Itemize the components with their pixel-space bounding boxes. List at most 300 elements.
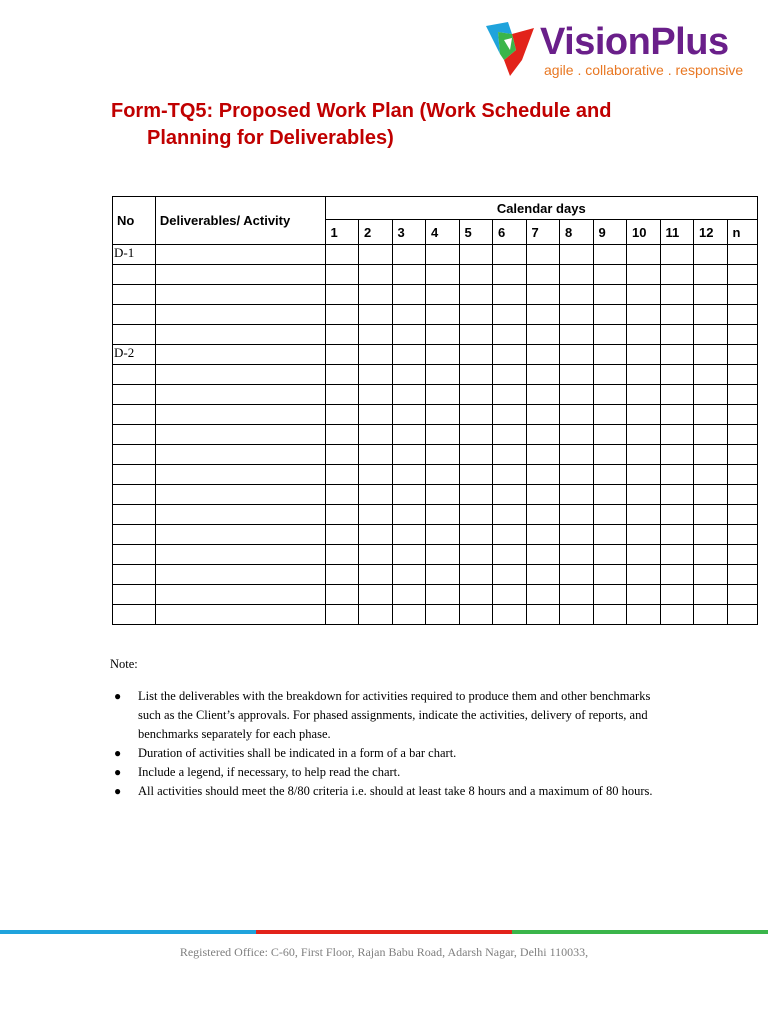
day-cell	[359, 465, 393, 485]
day-cell	[660, 525, 694, 545]
day-cell	[392, 245, 426, 265]
day-cell	[459, 605, 493, 625]
day-cell	[560, 605, 594, 625]
day-cell	[459, 425, 493, 445]
day-cell	[392, 465, 426, 485]
day-header-cell: 9	[593, 220, 627, 245]
table-row	[113, 545, 758, 565]
footer-bar-green	[512, 930, 768, 934]
day-cell	[694, 265, 728, 285]
day-cell	[426, 565, 460, 585]
table-row	[113, 485, 758, 505]
day-cell	[493, 385, 527, 405]
day-cell	[325, 285, 359, 305]
day-cell	[459, 585, 493, 605]
day-cell	[359, 345, 393, 365]
day-cell	[694, 525, 728, 545]
day-cell	[325, 445, 359, 465]
day-cell	[426, 245, 460, 265]
day-cell	[392, 405, 426, 425]
day-cell	[593, 565, 627, 585]
day-cell	[426, 425, 460, 445]
day-cell	[392, 605, 426, 625]
day-cell	[660, 605, 694, 625]
day-cell	[694, 565, 728, 585]
deliverable-code-cell	[113, 485, 156, 505]
day-cell	[359, 245, 393, 265]
day-cell	[526, 565, 560, 585]
day-header-cell: 7	[526, 220, 560, 245]
day-cell	[593, 505, 627, 525]
day-cell	[426, 405, 460, 425]
day-cell	[493, 285, 527, 305]
day-cell	[627, 545, 661, 565]
bullet-icon: ●	[114, 784, 122, 798]
day-cell	[727, 525, 757, 545]
day-cell	[325, 345, 359, 365]
day-cell	[694, 325, 728, 345]
day-cell	[694, 305, 728, 325]
day-cell	[560, 585, 594, 605]
day-cell	[459, 405, 493, 425]
day-cell	[694, 345, 728, 365]
day-cell	[727, 465, 757, 485]
table-row	[113, 585, 758, 605]
day-cell	[459, 525, 493, 545]
day-cell	[727, 245, 757, 265]
day-cell	[526, 425, 560, 445]
activity-cell	[155, 385, 325, 405]
day-cell	[426, 505, 460, 525]
day-cell	[392, 485, 426, 505]
day-cell	[660, 385, 694, 405]
day-cell	[560, 505, 594, 525]
day-cell	[627, 505, 661, 525]
day-cell	[694, 485, 728, 505]
day-cell	[392, 265, 426, 285]
notes-list	[110, 687, 670, 801]
day-cell	[325, 305, 359, 325]
day-cell	[325, 265, 359, 285]
day-cell	[627, 585, 661, 605]
notes-label: Note:	[110, 657, 138, 671]
day-cell	[426, 265, 460, 285]
day-cell	[694, 505, 728, 525]
table-row	[113, 365, 758, 385]
day-cell	[627, 445, 661, 465]
day-cell	[526, 285, 560, 305]
day-cell	[660, 265, 694, 285]
table-row	[113, 345, 758, 365]
day-cell	[526, 505, 560, 525]
day-cell	[627, 405, 661, 425]
day-cell	[627, 385, 661, 405]
day-cell	[694, 385, 728, 405]
deliverable-code-cell	[113, 305, 156, 325]
day-cell	[459, 265, 493, 285]
day-cell	[593, 305, 627, 325]
day-cell	[593, 445, 627, 465]
day-cell	[560, 245, 594, 265]
day-cell	[392, 525, 426, 545]
day-cell	[493, 325, 527, 345]
activity-cell	[155, 545, 325, 565]
day-cell	[560, 385, 594, 405]
deliverable-code-cell	[113, 545, 156, 565]
deliverable-code-cell	[113, 385, 156, 405]
day-cell	[627, 605, 661, 625]
table-body	[113, 245, 758, 625]
note-item	[110, 763, 670, 782]
day-cell	[325, 245, 359, 265]
day-cell	[593, 365, 627, 385]
day-cell	[560, 365, 594, 385]
day-cell	[325, 405, 359, 425]
day-cell	[526, 445, 560, 465]
deliverable-code-cell	[113, 365, 156, 385]
day-cell	[560, 325, 594, 345]
day-cell	[459, 305, 493, 325]
day-cell	[392, 425, 426, 445]
day-header-cell: 2	[359, 220, 393, 245]
table-row	[113, 385, 758, 405]
day-cell	[426, 545, 460, 565]
day-header-cell: n	[727, 220, 757, 245]
day-cell	[660, 365, 694, 385]
day-cell	[727, 565, 757, 585]
day-cell	[526, 585, 560, 605]
day-cell	[493, 405, 527, 425]
day-cell	[493, 545, 527, 565]
day-cell	[694, 465, 728, 485]
day-cell	[727, 585, 757, 605]
day-cell	[560, 545, 594, 565]
day-cell	[560, 565, 594, 585]
day-cell	[526, 465, 560, 485]
deliverable-code-cell	[113, 405, 156, 425]
column-header-activity: Deliverables/ Activity	[155, 197, 325, 245]
form-title-line2: Planning for Deliverables)	[147, 127, 394, 149]
day-cell	[325, 385, 359, 405]
day-header-cell: 3	[392, 220, 426, 245]
work-plan-table	[112, 196, 758, 625]
day-cell	[359, 585, 393, 605]
day-cell	[526, 605, 560, 625]
day-cell	[392, 305, 426, 325]
form-title	[111, 98, 671, 152]
day-cell	[325, 485, 359, 505]
day-cell	[560, 345, 594, 365]
day-header-cell: 6	[493, 220, 527, 245]
day-cell	[660, 585, 694, 605]
day-cell	[727, 425, 757, 445]
day-cell	[359, 405, 393, 425]
day-cell	[593, 245, 627, 265]
deliverable-code-cell	[113, 605, 156, 625]
deliverable-code-cell: D-2	[113, 345, 156, 365]
day-cell	[627, 465, 661, 485]
day-cell	[459, 545, 493, 565]
day-header-cell: 10	[627, 220, 661, 245]
note-item	[110, 687, 670, 744]
day-cell	[392, 285, 426, 305]
day-cell	[359, 305, 393, 325]
registered-office-address: Registered Office: C-60, First Floor, Rajan Babu Road, Adarsh Nagar, Delhi 110033,	[179, 945, 589, 959]
day-cell	[426, 465, 460, 485]
day-cell	[426, 285, 460, 305]
day-cell	[392, 385, 426, 405]
day-cell	[627, 245, 661, 265]
day-cell	[526, 485, 560, 505]
day-cell	[526, 405, 560, 425]
day-cell	[660, 545, 694, 565]
day-cell	[493, 245, 527, 265]
activity-cell	[155, 265, 325, 285]
day-cell	[593, 585, 627, 605]
activity-cell	[155, 405, 325, 425]
day-cell	[627, 285, 661, 305]
day-cell	[493, 485, 527, 505]
day-cell	[694, 585, 728, 605]
day-cell	[426, 605, 460, 625]
day-cell	[660, 485, 694, 505]
activity-cell	[155, 505, 325, 525]
table-row	[113, 505, 758, 525]
day-cell	[627, 365, 661, 385]
activity-cell	[155, 465, 325, 485]
day-cell	[493, 425, 527, 445]
day-cell	[459, 325, 493, 345]
day-cell	[694, 365, 728, 385]
deliverable-code-cell	[113, 425, 156, 445]
day-cell	[727, 405, 757, 425]
day-cell	[359, 285, 393, 305]
day-cell	[627, 305, 661, 325]
day-cell	[727, 345, 757, 365]
day-cell	[392, 345, 426, 365]
activity-cell	[155, 565, 325, 585]
day-cell	[526, 305, 560, 325]
day-header-cell: 8	[560, 220, 594, 245]
day-cell	[459, 445, 493, 465]
day-cell	[593, 285, 627, 305]
day-cell	[593, 385, 627, 405]
day-cell	[727, 605, 757, 625]
deliverable-code-cell: D-1	[113, 245, 156, 265]
day-cell	[493, 465, 527, 485]
day-cell	[694, 445, 728, 465]
day-cell	[426, 365, 460, 385]
day-cell	[325, 365, 359, 385]
day-cell	[694, 245, 728, 265]
day-cell	[392, 505, 426, 525]
activity-cell	[155, 305, 325, 325]
day-cell	[660, 405, 694, 425]
day-cell	[593, 405, 627, 425]
day-cell	[593, 525, 627, 545]
table-header-row	[113, 197, 758, 220]
day-header-cell: 5	[459, 220, 493, 245]
deliverable-code-cell	[113, 445, 156, 465]
day-cell	[593, 345, 627, 365]
deliverable-code-cell	[113, 565, 156, 585]
day-cell	[727, 485, 757, 505]
day-cell	[694, 605, 728, 625]
day-cell	[493, 585, 527, 605]
day-cell	[359, 485, 393, 505]
day-header-cell: 1	[325, 220, 359, 245]
deliverable-code-cell	[113, 285, 156, 305]
day-cell	[560, 405, 594, 425]
day-cell	[459, 485, 493, 505]
day-cell	[493, 525, 527, 545]
day-cell	[727, 445, 757, 465]
deliverable-code-cell	[113, 465, 156, 485]
day-cell	[359, 445, 393, 465]
day-cell	[560, 465, 594, 485]
day-cell	[359, 325, 393, 345]
day-cell	[426, 305, 460, 325]
day-cell	[493, 505, 527, 525]
table-row	[113, 425, 758, 445]
day-cell	[392, 445, 426, 465]
day-cell	[325, 325, 359, 345]
day-cell	[459, 505, 493, 525]
day-cell	[694, 425, 728, 445]
day-cell	[593, 325, 627, 345]
day-cell	[359, 565, 393, 585]
day-cell	[459, 365, 493, 385]
note-item	[110, 744, 670, 763]
activity-cell	[155, 485, 325, 505]
day-cell	[727, 305, 757, 325]
day-cell	[325, 605, 359, 625]
day-cell	[493, 305, 527, 325]
day-cell	[359, 265, 393, 285]
day-cell	[459, 465, 493, 485]
day-cell	[526, 245, 560, 265]
day-cell	[359, 545, 393, 565]
day-cell	[727, 265, 757, 285]
day-cell	[593, 485, 627, 505]
bullet-icon: ●	[114, 746, 122, 760]
day-cell	[325, 545, 359, 565]
table-row	[113, 325, 758, 345]
day-cell	[325, 505, 359, 525]
day-cell	[560, 445, 594, 465]
day-header-cell: 12	[694, 220, 728, 245]
day-cell	[560, 265, 594, 285]
day-cell	[660, 465, 694, 485]
footer-color-bar	[0, 930, 768, 934]
activity-cell	[155, 345, 325, 365]
day-cell	[660, 285, 694, 305]
day-cell	[359, 385, 393, 405]
day-cell	[660, 425, 694, 445]
table-row	[113, 465, 758, 485]
visionplus-logo-icon	[482, 20, 538, 78]
day-cell	[493, 565, 527, 585]
day-cell	[627, 565, 661, 585]
day-cell	[392, 365, 426, 385]
brand-tagline: agile . collaborative . responsive	[544, 62, 744, 78]
deliverable-code-cell	[113, 585, 156, 605]
day-cell	[593, 425, 627, 445]
day-cell	[526, 545, 560, 565]
day-cell	[526, 325, 560, 345]
day-cell	[493, 265, 527, 285]
day-cell	[526, 265, 560, 285]
day-cell	[325, 565, 359, 585]
day-cell	[660, 325, 694, 345]
day-cell	[593, 265, 627, 285]
footer-bar-red	[256, 930, 512, 934]
day-cell	[560, 485, 594, 505]
bullet-icon: ●	[114, 765, 122, 779]
day-cell	[727, 325, 757, 345]
day-cell	[727, 505, 757, 525]
day-cell	[526, 525, 560, 545]
day-cell	[392, 325, 426, 345]
day-cell	[325, 585, 359, 605]
note-text: Include a legend, if necessary, to help read the chart.	[138, 765, 401, 779]
day-cell	[493, 345, 527, 365]
day-cell	[325, 465, 359, 485]
deliverable-code-cell	[113, 265, 156, 285]
brand-name: VisionPlus	[540, 21, 729, 63]
day-cell	[727, 385, 757, 405]
day-cell	[459, 285, 493, 305]
day-cell	[694, 405, 728, 425]
deliverable-code-cell	[113, 525, 156, 545]
day-cell	[727, 545, 757, 565]
table-row	[113, 445, 758, 465]
day-cell	[459, 565, 493, 585]
note-item	[110, 782, 670, 801]
day-cell	[593, 465, 627, 485]
day-cell	[694, 545, 728, 565]
day-cell	[426, 525, 460, 545]
day-cell	[493, 445, 527, 465]
day-cell	[526, 365, 560, 385]
day-cell	[459, 245, 493, 265]
day-cell	[426, 385, 460, 405]
activity-cell	[155, 245, 325, 265]
activity-cell	[155, 325, 325, 345]
day-cell	[727, 285, 757, 305]
day-cell	[660, 245, 694, 265]
day-cell	[727, 365, 757, 385]
day-cell	[459, 385, 493, 405]
footer-bar-blue	[0, 930, 256, 934]
day-header-cell: 11	[660, 220, 694, 245]
day-cell	[359, 505, 393, 525]
day-cell	[660, 565, 694, 585]
day-cell	[459, 345, 493, 365]
activity-cell	[155, 285, 325, 305]
column-header-calendar-days: Calendar days	[325, 197, 757, 220]
notes-section	[110, 655, 670, 801]
day-cell	[593, 545, 627, 565]
company-logo	[482, 18, 752, 84]
activity-cell	[155, 445, 325, 465]
table-row	[113, 605, 758, 625]
day-cell	[392, 545, 426, 565]
day-cell	[359, 605, 393, 625]
day-cell	[426, 345, 460, 365]
table-row	[113, 565, 758, 585]
day-cell	[560, 525, 594, 545]
